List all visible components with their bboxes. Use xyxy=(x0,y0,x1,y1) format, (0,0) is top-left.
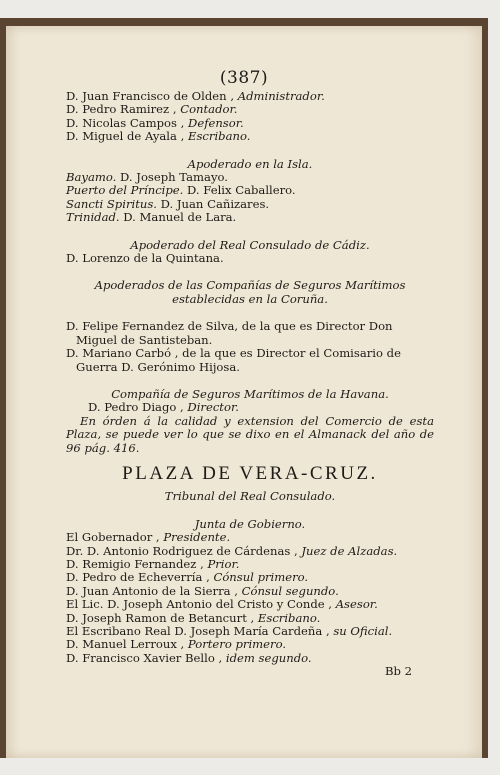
list-item: El Lic. D. Joseph Antonio del Cristo y Conde , Asesor. xyxy=(66,597,378,612)
list-item: El Escribano Real D. Joseph María Cardeña , su Oficial. xyxy=(66,624,393,638)
list-item: D. Pedro de Echeverría , Cónsul primero. xyxy=(66,570,309,585)
junta-list xyxy=(66,531,434,665)
list-item: D. Manuel Lerroux , Portero primero. xyxy=(66,637,287,652)
list-item: Trinidad. D. Manuel de Lara. xyxy=(66,210,237,225)
habana-note: En órden á la calidad y extension del Comercio de esta Plaza, se puede ver lo que se dixo en el Almanack del año de 96 pág. 416. xyxy=(66,413,434,455)
page-content xyxy=(66,90,434,679)
section-title-junta: Junta de Gobierno. xyxy=(194,516,306,531)
list-item: D. Miguel de Ayala , Escribano. xyxy=(66,129,251,144)
signature-mark: Bb 2 xyxy=(384,664,412,679)
list-item: Dr. D. Antonio Rodriguez de Cárdenas , Juez de Alzadas. xyxy=(66,543,398,558)
section-title-habana: Compañía de Seguros Marítimos de la Havana. xyxy=(111,386,389,401)
list-item: D. Joseph Ramon de Betancurt , Escribano. xyxy=(66,610,321,625)
list-item: Sancti Spiritus. D. Juan Cañizares. xyxy=(66,196,270,211)
administration-list xyxy=(66,90,434,144)
list-item: D. Mariano Carbó , de la que es Director el Comisario de Guerra D. Gerónimo Hijosa. xyxy=(66,346,401,374)
book-page xyxy=(6,26,482,758)
section-title-tribunal: Tribunal del Real Consulado. xyxy=(164,489,336,504)
list-item: D. Remigio Fernandez , Prior. xyxy=(66,556,240,571)
isla-list xyxy=(66,171,434,225)
list-item: D. Pedro Ramirez , Contador. xyxy=(66,102,238,117)
section-title-isla: Apoderado en la Isla. xyxy=(187,156,313,171)
list-item: D. Juan Antonio de la Sierra , Cónsul segundo. xyxy=(66,583,339,598)
list-item: Bayamo. D. Joseph Tamayo. xyxy=(66,170,228,185)
habana-entry: D. Pedro Diago , Director. xyxy=(88,400,239,415)
section-title-cadiz: Apoderado del Real Consulado de Cádiz. xyxy=(130,237,370,252)
list-item: El Gobernador , Presidente. xyxy=(66,530,231,545)
list-item: D. Felipe Fernandez de Silva, de la que es Director Don Miguel de Santisteban. xyxy=(66,319,393,347)
veracruz-heading: PLAZA DE VERA-CRUZ. xyxy=(122,462,378,484)
list-item: D. Nicolas Campos , Defensor. xyxy=(66,115,244,130)
page-number: (387) xyxy=(219,68,269,88)
cadiz-name: D. Lorenzo de la Quintana. xyxy=(66,251,224,266)
section-title-coruna: Apoderados de las Compañías de Seguros Marítimos establecidas en la Coruña. xyxy=(94,278,406,306)
list-item: Puerto del Príncipe. D. Felix Caballero. xyxy=(66,183,296,198)
list-item: D. Juan Francisco de Olden , Administrador. xyxy=(66,89,325,103)
list-item: D. Francisco Xavier Bello , idem segundo. xyxy=(66,650,312,665)
